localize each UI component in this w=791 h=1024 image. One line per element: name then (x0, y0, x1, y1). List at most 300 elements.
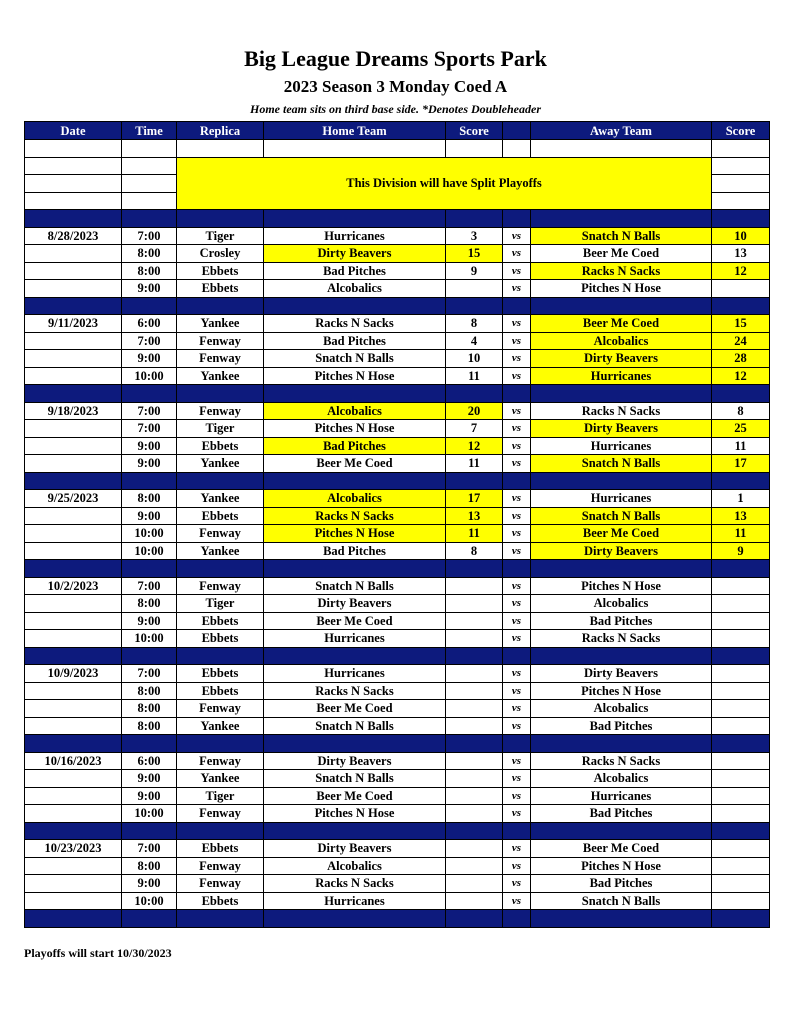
home-score: 15 (446, 245, 503, 263)
game-date (25, 507, 122, 525)
away-score: 12 (712, 367, 770, 385)
game-row (25, 787, 770, 805)
game-row (25, 367, 770, 385)
game-date: 9/11/2023 (25, 315, 122, 333)
col-away-team: Away Team (531, 122, 712, 140)
home-score (446, 892, 503, 910)
home-score: 20 (446, 402, 503, 420)
away-score (712, 700, 770, 718)
game-replica: Ebbets (177, 892, 264, 910)
game-date: 10/16/2023 (25, 752, 122, 770)
game-replica: Fenway (177, 350, 264, 368)
game-time: 10:00 (122, 542, 177, 560)
game-row (25, 892, 770, 910)
game-time: 8:00 (122, 262, 177, 280)
game-row (25, 402, 770, 420)
away-score (712, 630, 770, 648)
game-row (25, 840, 770, 858)
game-date (25, 367, 122, 385)
home-score (446, 752, 503, 770)
vs-label: vs (503, 227, 531, 245)
home-score (446, 280, 503, 298)
spacer-row (25, 560, 770, 578)
game-time: 9:00 (122, 437, 177, 455)
vs-label: vs (503, 525, 531, 543)
home-score (446, 770, 503, 788)
home-score: 8 (446, 315, 503, 333)
game-replica: Tiger (177, 787, 264, 805)
page-subtitle: 2023 Season 3 Monday Coed A (283, 77, 508, 96)
game-time: 7:00 (122, 665, 177, 683)
away-team: Pitches N Hose (531, 577, 712, 595)
game-replica: Ebbets (177, 280, 264, 298)
game-row (25, 350, 770, 368)
game-row (25, 700, 770, 718)
col-date: Date (25, 122, 122, 140)
game-date (25, 437, 122, 455)
split-playoffs-banner: This Division will have Split Playoffs (177, 157, 712, 210)
game-date (25, 787, 122, 805)
away-score: 9 (712, 542, 770, 560)
home-team: Dirty Beavers (264, 840, 446, 858)
game-time: 8:00 (122, 700, 177, 718)
game-replica: Fenway (177, 875, 264, 893)
home-score (446, 612, 503, 630)
game-row (25, 770, 770, 788)
home-score: 10 (446, 350, 503, 368)
game-replica: Tiger (177, 227, 264, 245)
blank-row (25, 140, 770, 158)
away-team: Racks N Sacks (531, 630, 712, 648)
game-date (25, 857, 122, 875)
col-away-score: Score (712, 122, 770, 140)
header-row (25, 122, 770, 140)
vs-label: vs (503, 875, 531, 893)
home-score (446, 665, 503, 683)
vs-label: vs (503, 367, 531, 385)
home-team: Hurricanes (264, 227, 446, 245)
col-home-score: Score (446, 122, 503, 140)
vs-label: vs (503, 770, 531, 788)
vs-label: vs (503, 752, 531, 770)
away-score (712, 840, 770, 858)
away-score: 8 (712, 402, 770, 420)
game-row (25, 507, 770, 525)
game-date (25, 892, 122, 910)
away-team: Alcobalics (531, 595, 712, 613)
game-replica: Fenway (177, 857, 264, 875)
away-team: Beer Me Coed (531, 525, 712, 543)
game-row (25, 490, 770, 508)
home-team: Dirty Beavers (264, 752, 446, 770)
spacer-row (25, 822, 770, 840)
away-team: Hurricanes (531, 367, 712, 385)
away-score (712, 875, 770, 893)
away-team: Bad Pitches (531, 875, 712, 893)
home-score: 11 (446, 455, 503, 473)
vs-label: vs (503, 595, 531, 613)
spacer-row (25, 910, 770, 928)
game-replica: Ebbets (177, 262, 264, 280)
game-time: 8:00 (122, 490, 177, 508)
game-time: 6:00 (122, 315, 177, 333)
home-score (446, 840, 503, 858)
game-row (25, 437, 770, 455)
game-row (25, 525, 770, 543)
home-team: Beer Me Coed (264, 787, 446, 805)
home-score (446, 595, 503, 613)
game-date: 9/25/2023 (25, 490, 122, 508)
home-score (446, 875, 503, 893)
away-score: 10 (712, 227, 770, 245)
game-date (25, 245, 122, 263)
game-time: 8:00 (122, 245, 177, 263)
away-score (712, 595, 770, 613)
away-score: 12 (712, 262, 770, 280)
game-row (25, 752, 770, 770)
game-time: 9:00 (122, 280, 177, 298)
page-title: Big League Dreams Sports Park (244, 46, 547, 71)
blank-row (25, 157, 770, 175)
away-team: Pitches N Hose (531, 280, 712, 298)
vs-label: vs (503, 717, 531, 735)
game-row (25, 542, 770, 560)
vs-label: vs (503, 665, 531, 683)
vs-label: vs (503, 490, 531, 508)
game-replica: Ebbets (177, 630, 264, 648)
game-row (25, 682, 770, 700)
away-team: Racks N Sacks (531, 262, 712, 280)
spacer-row (25, 647, 770, 665)
home-team: Pitches N Hose (264, 420, 446, 438)
away-team: Hurricanes (531, 490, 712, 508)
home-team: Pitches N Hose (264, 805, 446, 823)
home-score: 11 (446, 525, 503, 543)
home-team: Alcobalics (264, 857, 446, 875)
away-team: Hurricanes (531, 787, 712, 805)
away-team: Snatch N Balls (531, 455, 712, 473)
game-date (25, 612, 122, 630)
home-team: Bad Pitches (264, 437, 446, 455)
away-score (712, 857, 770, 875)
game-time: 7:00 (122, 577, 177, 595)
game-replica: Ebbets (177, 682, 264, 700)
game-time: 7:00 (122, 840, 177, 858)
away-team: Pitches N Hose (531, 857, 712, 875)
away-score (712, 787, 770, 805)
game-date: 10/9/2023 (25, 665, 122, 683)
away-team: Snatch N Balls (531, 892, 712, 910)
vs-label: vs (503, 280, 531, 298)
col-time: Time (122, 122, 177, 140)
game-replica: Ebbets (177, 507, 264, 525)
game-time: 9:00 (122, 612, 177, 630)
home-score (446, 700, 503, 718)
vs-label: vs (503, 805, 531, 823)
home-team: Beer Me Coed (264, 700, 446, 718)
home-team: Dirty Beavers (264, 245, 446, 263)
vs-label: vs (503, 857, 531, 875)
game-time: 9:00 (122, 507, 177, 525)
game-row (25, 420, 770, 438)
game-date (25, 262, 122, 280)
game-row (25, 612, 770, 630)
home-score (446, 857, 503, 875)
home-team: Snatch N Balls (264, 770, 446, 788)
game-replica: Fenway (177, 805, 264, 823)
game-time: 9:00 (122, 455, 177, 473)
game-date: 10/2/2023 (25, 577, 122, 595)
spacer-row (25, 735, 770, 753)
away-team: Beer Me Coed (531, 245, 712, 263)
vs-label: vs (503, 315, 531, 333)
game-row (25, 577, 770, 595)
home-team: Alcobalics (264, 402, 446, 420)
vs-label: vs (503, 612, 531, 630)
spacer-row (25, 472, 770, 490)
spacer-row (25, 297, 770, 315)
home-score: 11 (446, 367, 503, 385)
col-home-team: Home Team (264, 122, 446, 140)
game-row (25, 455, 770, 473)
game-replica: Crosley (177, 245, 264, 263)
away-score: 15 (712, 315, 770, 333)
away-score: 24 (712, 332, 770, 350)
away-team: Racks N Sacks (531, 752, 712, 770)
away-score (712, 805, 770, 823)
game-time: 9:00 (122, 770, 177, 788)
game-time: 9:00 (122, 350, 177, 368)
vs-label: vs (503, 682, 531, 700)
home-score (446, 682, 503, 700)
game-time: 6:00 (122, 752, 177, 770)
game-time: 7:00 (122, 227, 177, 245)
away-team: Beer Me Coed (531, 840, 712, 858)
game-date: 10/23/2023 (25, 840, 122, 858)
game-time: 9:00 (122, 787, 177, 805)
game-replica: Yankee (177, 455, 264, 473)
game-date: 8/28/2023 (25, 227, 122, 245)
away-score: 11 (712, 525, 770, 543)
game-row (25, 280, 770, 298)
home-team: Racks N Sacks (264, 875, 446, 893)
game-row (25, 805, 770, 823)
game-row (25, 665, 770, 683)
game-date (25, 770, 122, 788)
away-score: 11 (712, 437, 770, 455)
game-date (25, 595, 122, 613)
home-score (446, 805, 503, 823)
away-score (712, 577, 770, 595)
away-score (712, 665, 770, 683)
game-replica: Fenway (177, 752, 264, 770)
vs-label: vs (503, 420, 531, 438)
home-team: Pitches N Hose (264, 367, 446, 385)
away-score: 28 (712, 350, 770, 368)
vs-label: vs (503, 350, 531, 368)
home-team: Beer Me Coed (264, 455, 446, 473)
game-time: 10:00 (122, 805, 177, 823)
home-score (446, 787, 503, 805)
game-row (25, 262, 770, 280)
vs-label: vs (503, 402, 531, 420)
game-time: 10:00 (122, 525, 177, 543)
game-replica: Ebbets (177, 612, 264, 630)
home-score: 8 (446, 542, 503, 560)
game-replica: Ebbets (177, 840, 264, 858)
game-date (25, 525, 122, 543)
game-row (25, 245, 770, 263)
vs-label: vs (503, 577, 531, 595)
game-time: 8:00 (122, 857, 177, 875)
game-row (25, 315, 770, 333)
game-replica: Ebbets (177, 665, 264, 683)
away-score: 25 (712, 420, 770, 438)
game-time: 7:00 (122, 402, 177, 420)
game-row (25, 227, 770, 245)
home-score: 4 (446, 332, 503, 350)
home-team: Beer Me Coed (264, 612, 446, 630)
game-time: 10:00 (122, 630, 177, 648)
game-row (25, 717, 770, 735)
schedule-note: Home team sits on third base side. *Denotes Doubleheader (250, 102, 541, 116)
game-replica: Yankee (177, 770, 264, 788)
away-team: Snatch N Balls (531, 227, 712, 245)
playoffs-note: Playoffs will start 10/30/2023 (24, 946, 172, 960)
game-time: 9:00 (122, 875, 177, 893)
home-team: Bad Pitches (264, 332, 446, 350)
home-score (446, 630, 503, 648)
away-team: Racks N Sacks (531, 402, 712, 420)
away-team: Alcobalics (531, 770, 712, 788)
away-score: 13 (712, 245, 770, 263)
game-time: 7:00 (122, 332, 177, 350)
away-score (712, 612, 770, 630)
home-team: Snatch N Balls (264, 717, 446, 735)
game-replica: Yankee (177, 717, 264, 735)
home-team: Bad Pitches (264, 262, 446, 280)
home-score: 9 (446, 262, 503, 280)
game-date (25, 805, 122, 823)
away-score: 13 (712, 507, 770, 525)
away-team: Bad Pitches (531, 805, 712, 823)
home-team: Hurricanes (264, 665, 446, 683)
game-date: 9/18/2023 (25, 402, 122, 420)
vs-label: vs (503, 455, 531, 473)
vs-label: vs (503, 892, 531, 910)
game-row (25, 630, 770, 648)
game-time: 7:00 (122, 420, 177, 438)
game-replica: Yankee (177, 367, 264, 385)
vs-label: vs (503, 787, 531, 805)
home-team: Racks N Sacks (264, 682, 446, 700)
home-team: Dirty Beavers (264, 595, 446, 613)
spacer-row (25, 385, 770, 403)
game-replica: Tiger (177, 595, 264, 613)
game-date (25, 700, 122, 718)
away-team: Pitches N Hose (531, 682, 712, 700)
game-replica: Fenway (177, 700, 264, 718)
game-row (25, 857, 770, 875)
game-date (25, 332, 122, 350)
away-team: Alcobalics (531, 332, 712, 350)
spacer-row (25, 210, 770, 228)
schedule-table (24, 121, 770, 928)
home-team: Hurricanes (264, 892, 446, 910)
game-time: 8:00 (122, 717, 177, 735)
home-team: Snatch N Balls (264, 577, 446, 595)
away-score (712, 892, 770, 910)
home-team: Snatch N Balls (264, 350, 446, 368)
away-score (712, 770, 770, 788)
game-date (25, 542, 122, 560)
game-date (25, 420, 122, 438)
away-score (712, 752, 770, 770)
game-date (25, 717, 122, 735)
away-score (712, 280, 770, 298)
game-time: 8:00 (122, 682, 177, 700)
home-score: 13 (446, 507, 503, 525)
game-time: 10:00 (122, 892, 177, 910)
home-team: Alcobalics (264, 490, 446, 508)
home-team: Alcobalics (264, 280, 446, 298)
game-replica: Tiger (177, 420, 264, 438)
home-score: 3 (446, 227, 503, 245)
game-replica: Fenway (177, 332, 264, 350)
col-vs (503, 122, 531, 140)
away-team: Bad Pitches (531, 717, 712, 735)
away-team: Bad Pitches (531, 612, 712, 630)
game-replica: Fenway (177, 577, 264, 595)
game-time: 8:00 (122, 595, 177, 613)
home-team: Bad Pitches (264, 542, 446, 560)
away-score: 1 (712, 490, 770, 508)
vs-label: vs (503, 542, 531, 560)
game-time: 10:00 (122, 367, 177, 385)
home-team: Racks N Sacks (264, 507, 446, 525)
away-team: Dirty Beavers (531, 665, 712, 683)
away-team: Dirty Beavers (531, 420, 712, 438)
home-score: 12 (446, 437, 503, 455)
away-score (712, 717, 770, 735)
game-date (25, 455, 122, 473)
away-team: Beer Me Coed (531, 315, 712, 333)
home-score (446, 717, 503, 735)
home-team: Hurricanes (264, 630, 446, 648)
home-team: Pitches N Hose (264, 525, 446, 543)
away-team: Alcobalics (531, 700, 712, 718)
vs-label: vs (503, 507, 531, 525)
away-team: Dirty Beavers (531, 542, 712, 560)
game-row (25, 332, 770, 350)
home-score (446, 577, 503, 595)
game-date (25, 350, 122, 368)
game-date (25, 682, 122, 700)
game-row (25, 875, 770, 893)
game-replica: Ebbets (177, 437, 264, 455)
away-score (712, 682, 770, 700)
vs-label: vs (503, 332, 531, 350)
game-replica: Yankee (177, 315, 264, 333)
game-replica: Fenway (177, 402, 264, 420)
home-score: 17 (446, 490, 503, 508)
vs-label: vs (503, 840, 531, 858)
col-replica: Replica (177, 122, 264, 140)
schedule-body (25, 140, 770, 928)
game-replica: Fenway (177, 525, 264, 543)
vs-label: vs (503, 700, 531, 718)
home-team: Racks N Sacks (264, 315, 446, 333)
